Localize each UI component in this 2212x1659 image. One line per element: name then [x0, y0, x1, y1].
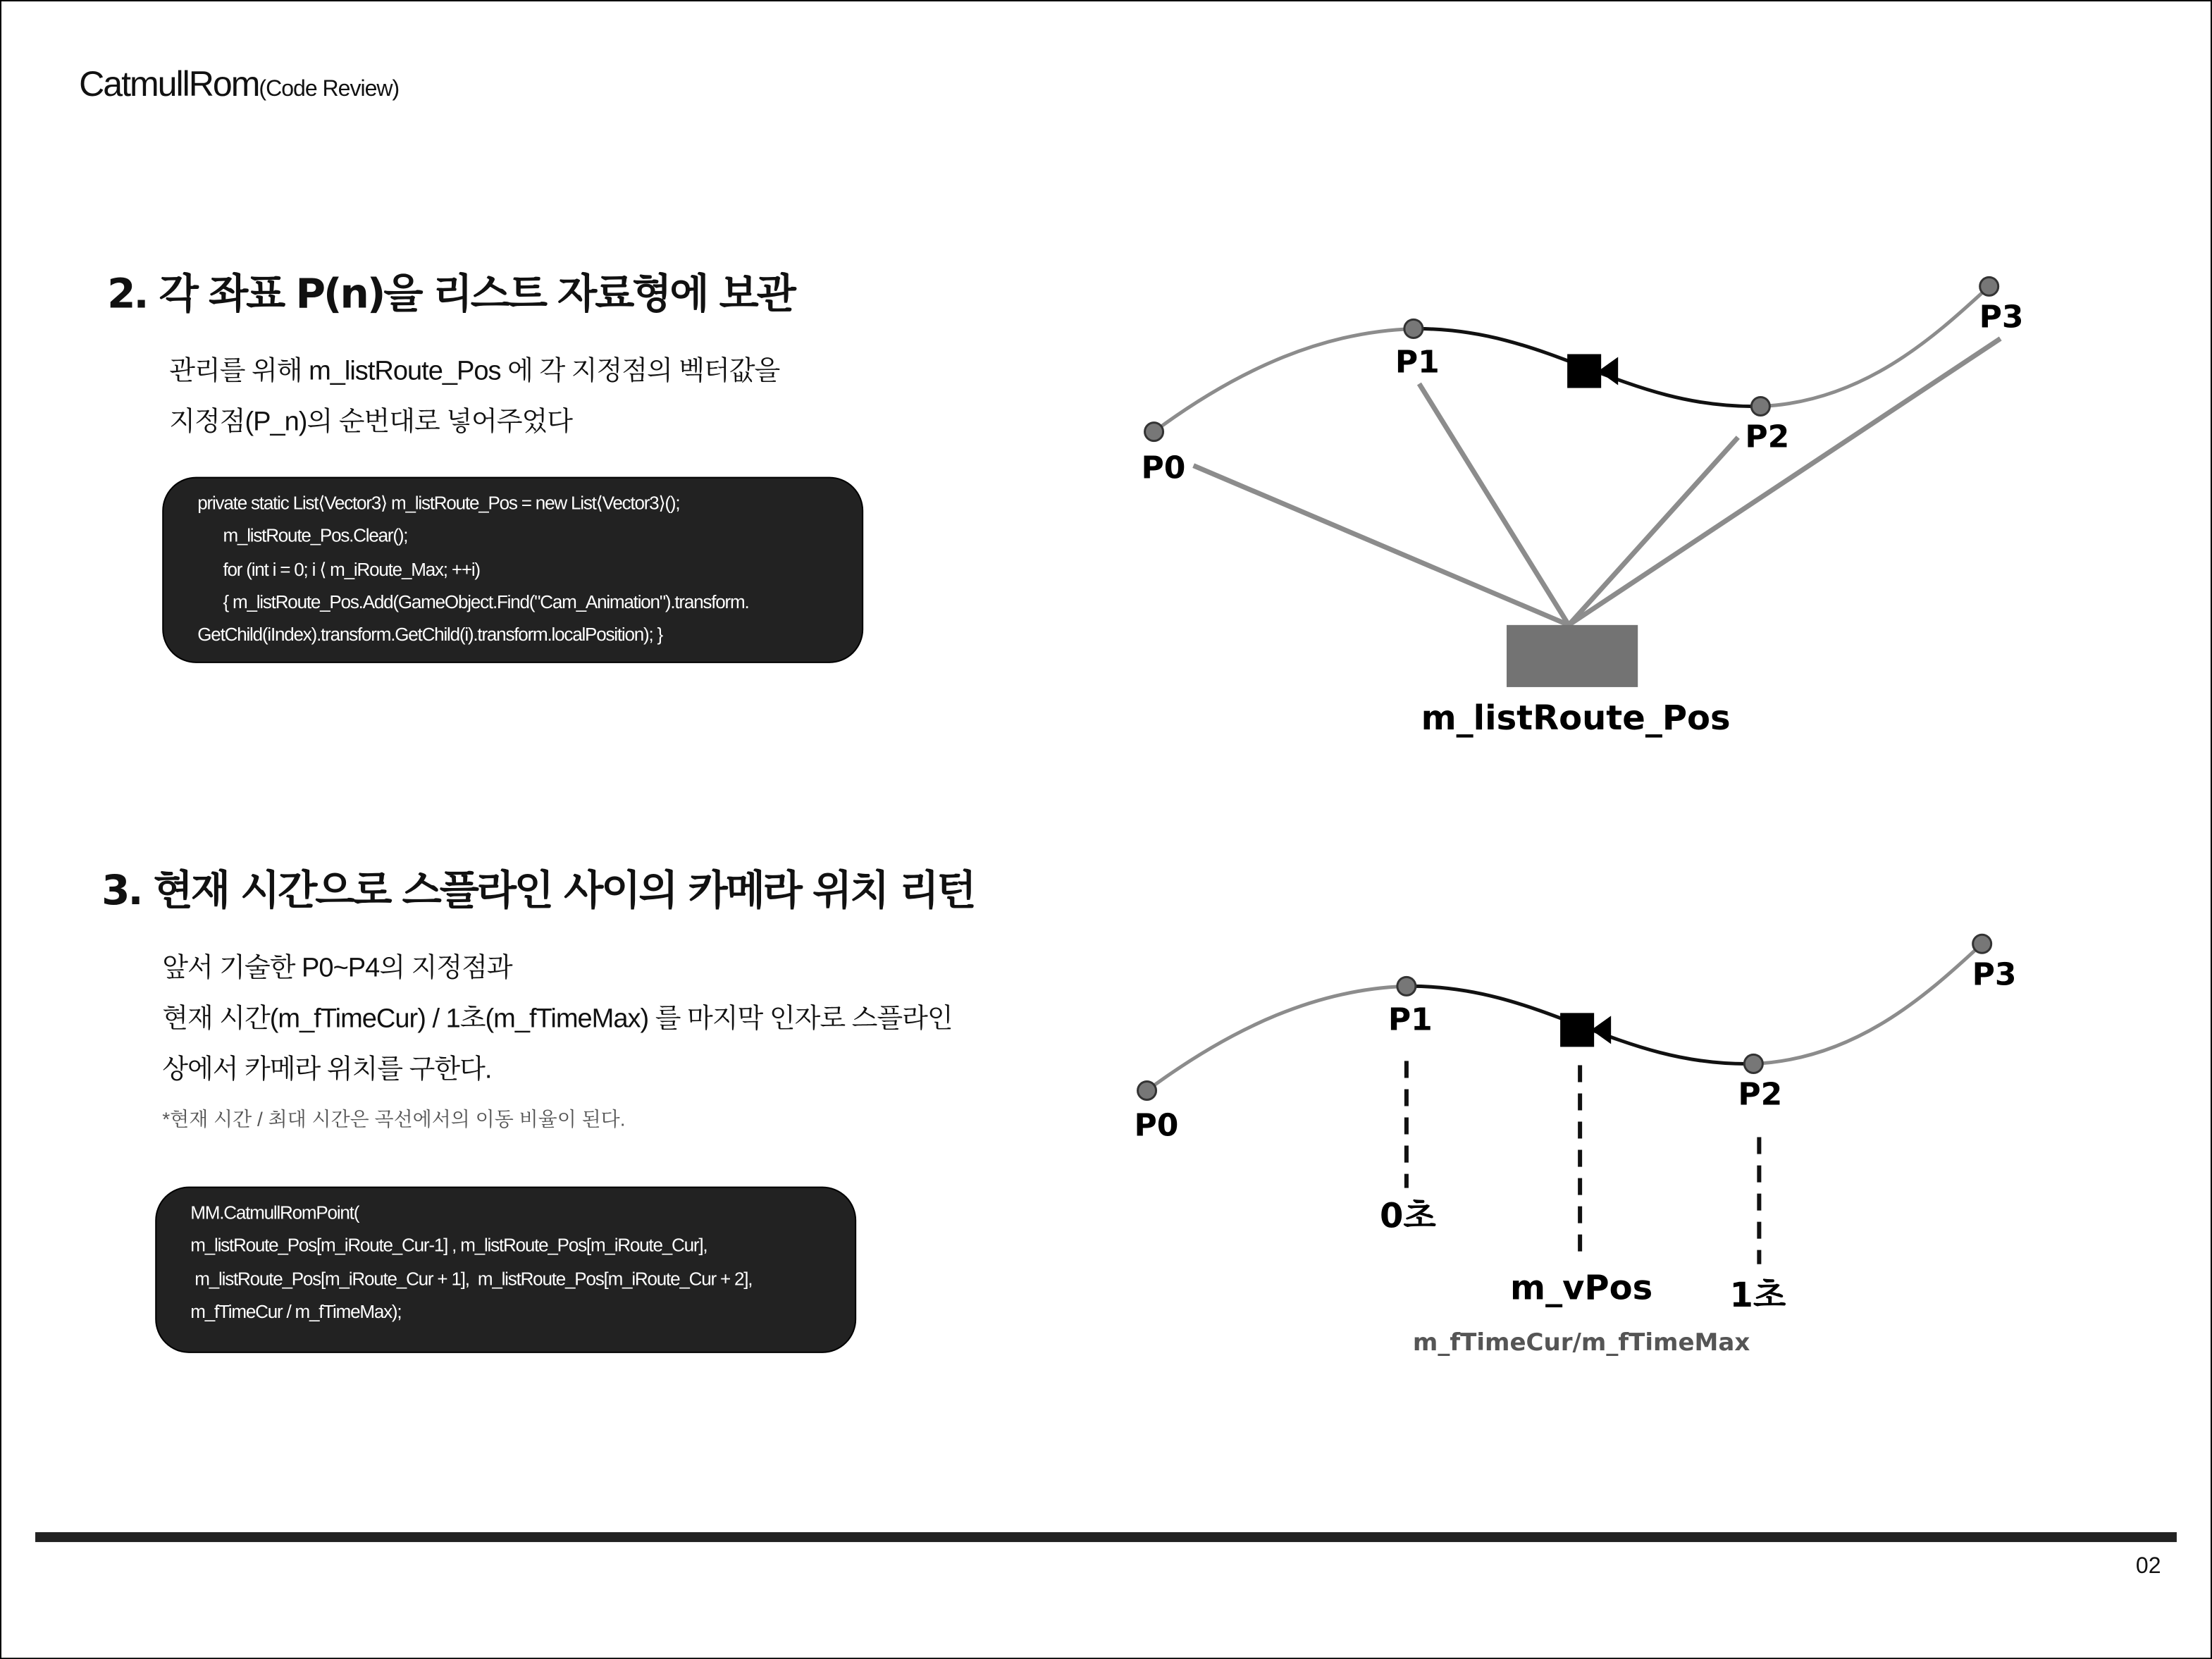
link-line-p0: [1194, 466, 1569, 625]
code-line: private static List⟨Vector3⟩ m_listRoute_Pos = new List⟨Vector3⟩();: [197, 492, 680, 514]
point-p2: [1751, 397, 1769, 416]
section3-note: *현재 시간 / 최대 시간은 곡선에서의 이동 비율이 된다.: [162, 1107, 626, 1130]
list-container-box: [1507, 625, 1638, 687]
footer-divider: [35, 1532, 2177, 1542]
label-p1: P1: [1395, 344, 1440, 381]
label-start-time: 0초: [1379, 1196, 1436, 1236]
point-p1: [1397, 977, 1416, 995]
camera-icon: [1567, 354, 1618, 388]
code-line: m_listRoute_Pos[m_iRoute_Cur + 1], m_listRoute_Pos[m_iRoute_Cur + 2],: [190, 1267, 753, 1289]
spline-segment: [1753, 944, 1982, 1063]
code-line: for (int i = 0; i ⟨ m_iRoute_Max; ++i): [197, 557, 480, 579]
spline-segment: [1154, 328, 1414, 431]
list-container-label: m_listRoute_Pos: [1421, 698, 1731, 738]
point-p3: [1980, 277, 1998, 295]
description-line: 관리를 위해 m_listRoute_Pos 에 각 지정점의 벡터값을: [169, 357, 780, 387]
description-line: 상에서 카메라 위치를 구한다.: [162, 1055, 492, 1085]
link-line-p1: [1419, 384, 1569, 625]
page-number: 02: [2135, 1555, 2161, 1579]
description-line: 앞서 기술한 P0~P4의 지정점과: [162, 954, 512, 984]
label-p1: P1: [1388, 1001, 1433, 1038]
label-p3: P3: [1972, 956, 2017, 993]
point-p1: [1404, 319, 1423, 338]
label-p0: P0: [1134, 1107, 1179, 1144]
section3-heading: 3. 현재 시간으로 스플라인 사이의 카메라 위치 리턴: [101, 866, 975, 915]
diagram-route-list: [1142, 277, 2024, 738]
code-line: m_fTimeCur / m_fTimeMax);: [190, 1300, 402, 1322]
point-p0: [1138, 1081, 1156, 1099]
code-line: m_listRoute_Pos.Clear();: [197, 525, 408, 547]
code-line: { m_listRoute_Pos.Add(GameObject.Find("Cam_Animation").transform.: [197, 591, 749, 612]
section2-heading: 2. 각 좌표 P(n)을 리스트 자료형에 보관: [107, 269, 794, 318]
spline-segment: [1147, 986, 1407, 1090]
code-line: m_listRoute_Pos[m_iRoute_Cur-1] , m_listRoute_Pos[m_iRoute_Cur],: [190, 1235, 708, 1257]
point-p2: [1744, 1054, 1762, 1073]
description-line: 현재 시간(m_fTimeCur) / 1초(m_fTimeMax) 를 마지막 인자로 스플라인: [162, 1004, 953, 1035]
code-line: GetChild(iIndex).transform.GetChild(i).transform.localPosition); }: [197, 624, 663, 646]
label-p2: P2: [1745, 419, 1790, 455]
description-line: 지정점(P_n)의 순번대로 넣어주었다: [169, 407, 573, 438]
label-p2: P2: [1738, 1076, 1783, 1113]
label-p0: P0: [1141, 450, 1186, 486]
point-p0: [1145, 423, 1163, 441]
label-camera-position: m_vPos: [1510, 1268, 1653, 1308]
link-line-p3: [1569, 338, 2001, 624]
code-line: MM.CatmullRomPoint(: [190, 1202, 359, 1223]
label-time-ratio: m_fTimeCur/m_fTimeMax: [1412, 1328, 1750, 1357]
title-text: CatmullRom: [79, 65, 259, 105]
point-p3: [1973, 935, 1991, 953]
diagram-camera-position: [1135, 935, 2017, 1357]
spline-segment: [1760, 286, 1989, 406]
title-subtitle: (Code Review): [259, 78, 400, 102]
label-p3: P3: [1979, 299, 2024, 335]
label-end-time: 1초: [1729, 1275, 1786, 1315]
camera-icon: [1560, 1013, 1611, 1047]
